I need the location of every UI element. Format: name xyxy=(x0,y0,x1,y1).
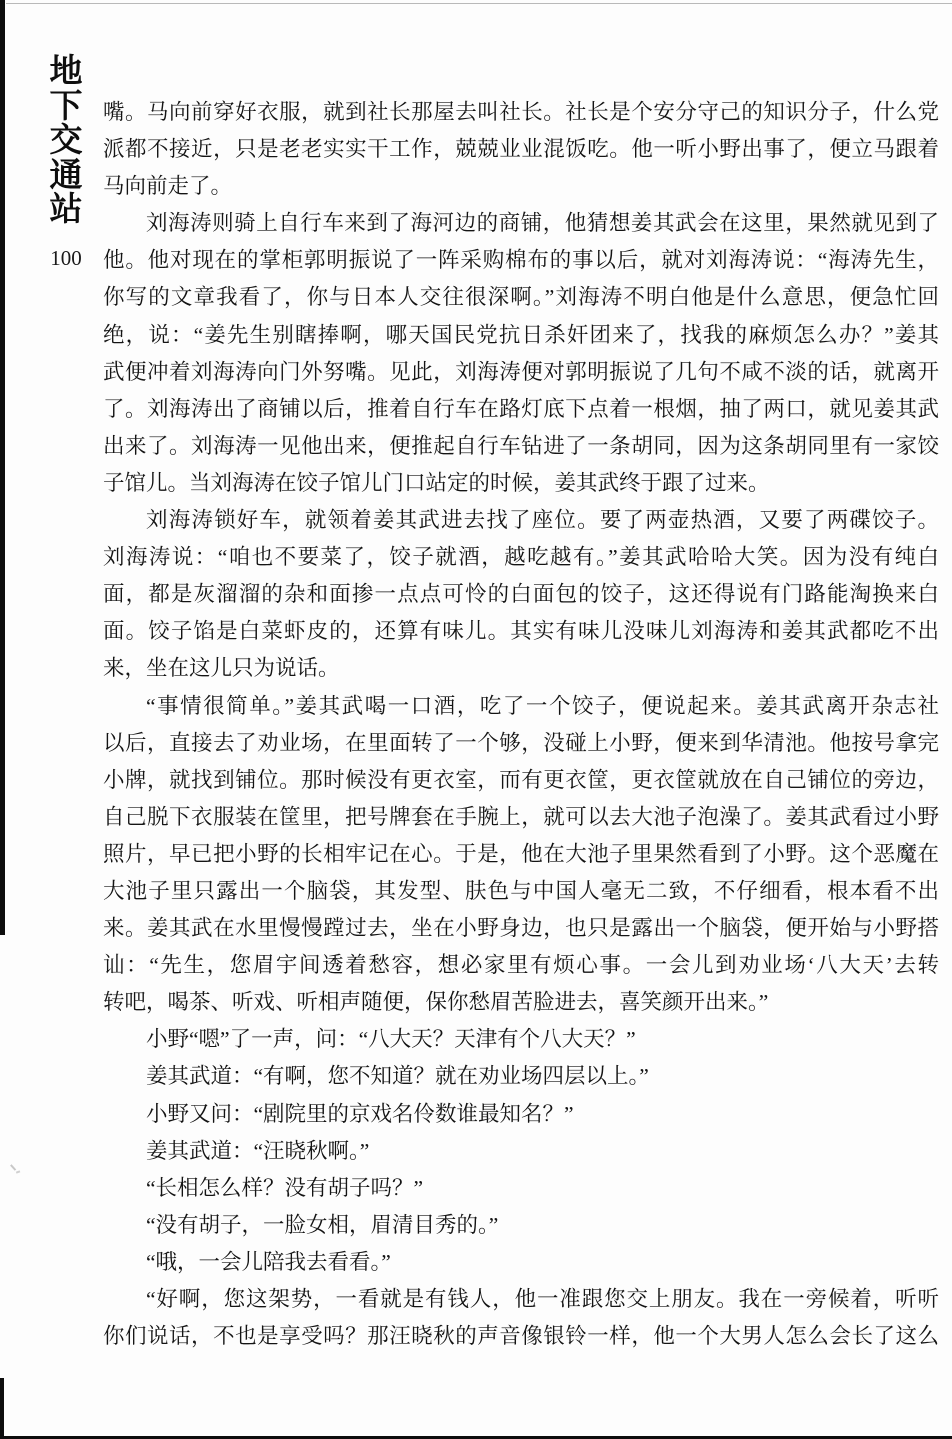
text-line: 刘海涛则骑上自行车来到了海河边的商铺，他猜想姜其武会在这里，果然就见到了 xyxy=(146,211,939,236)
text-line: 他。他对现在的掌柜郭明振说了一阵采购棉布的事以后，就对刘海涛说：“海涛先生， xyxy=(103,248,939,273)
text-line: “好啊，您这架势，一看就是有钱人，他一准跟您交上朋友。我在一旁候着，听听 xyxy=(146,1287,939,1311)
text-line: 讪：“先生，您眉宇间透着愁容，想必家里有烦心事。一会儿到劝业场‘八大天’去转 xyxy=(103,953,939,978)
paragraph xyxy=(103,1207,939,1244)
paragraph xyxy=(103,1021,939,1058)
text-line: 你们说话，不也是享受吗？那汪晓秋的声音像银铃一样，他一个大男人怎么会长了这么 xyxy=(103,1324,939,1349)
text-line: 小野又问：“剧院里的京戏名伶数谁最知名？” xyxy=(146,1101,574,1126)
paragraph xyxy=(103,1096,939,1133)
title-char: 站 xyxy=(49,192,83,229)
text-line: 刘海涛说：“咱也不要菜了，饺子就酒，越吃越有。”姜其武哈哈大笑。因为没有纯白 xyxy=(103,545,939,570)
title-char: 通 xyxy=(49,157,83,194)
text-line: 刘海涛锁好车，就领着姜其武进去找了座位。要了两壶热酒，又要了两碟饺子。 xyxy=(146,508,939,533)
text-line: 小野“嗯”了一声，问：“八大天？天津有个八大天？” xyxy=(146,1027,636,1052)
text-line: 面。饺子馅是白菜虾皮的，还算有味儿。其实有味儿没味儿刘海涛和姜其武都吃不出 xyxy=(103,619,939,644)
text-line: 照片，早已把小野的长相牢记在心。于是，他在大池子里果然看到了小野。这个恶魔在 xyxy=(103,841,939,866)
paragraph xyxy=(103,502,939,687)
text-line: 来，坐在这儿只为说话。 xyxy=(103,656,340,681)
text-line: 派都不接近，只是老老实实干工作，兢兢业业混饭吃。他一听小野出事了，便立马跟着 xyxy=(103,137,939,162)
text-line: 面，都是灰溜溜的杂和面掺一点点可怜的白面包的饺子，这还得说有门路能淘换来白 xyxy=(103,582,939,607)
scan-artifact-mark xyxy=(9,1162,21,1178)
page-top-border xyxy=(6,3,952,4)
title-char: 下 xyxy=(49,88,83,125)
text-line: 转吧，喝茶、听戏、听相声随便，保你愁眉苦脸进去，喜笑颜开出来。” xyxy=(103,990,769,1015)
paragraph xyxy=(103,1058,939,1095)
page-number: 100 xyxy=(50,246,82,270)
paragraph xyxy=(103,1170,939,1207)
page-edge-bar-lower xyxy=(0,1378,4,1439)
text-line: 绝，说：“姜先生别瞎捧啊，哪天国民党抗日杀奸团来了，找我的麻烦怎么办？”姜其 xyxy=(103,322,939,347)
text-line: “没有胡子，一脸女相，眉清目秀的。” xyxy=(146,1212,499,1237)
text-line: 自己脱下衣服装在筐里，把号牌套在手腕上，就可以去大池子泡澡了。姜其武看过小野 xyxy=(103,804,939,829)
body-text xyxy=(103,94,939,1355)
text-line: 了。刘海涛出了商铺以后，推着自行车在路灯底下点着一根烟，抽了两口，就见姜其武 xyxy=(103,396,939,421)
paragraph xyxy=(103,205,939,502)
text-line: 小牌，就找到铺位。那时候没有更衣室，而有更衣筐，更衣筐就放在自己铺位的旁边， xyxy=(103,767,939,792)
page-edge-bar xyxy=(0,0,5,935)
text-line: 出来了。刘海涛一见他出来，便推起自行车钻进了一条胡同，因为这条胡同里有一家饺 xyxy=(103,433,939,458)
text-line: 嘴。马向前穿好衣服，就到社长那屋去叫社长。社长是个安分守己的知识分子，什么党 xyxy=(103,100,939,124)
text-line: 来。姜其武在水里慢慢蹚过去，坐在小野身边，也只是露出一个脑袋，便开始与小野搭 xyxy=(103,916,939,941)
text-line: 武便冲着刘海涛向门外努嘴。见此，刘海涛便对郭明振说了几句不咸不淡的话，就离开 xyxy=(103,359,939,384)
text-line: 马向前走了。 xyxy=(103,174,233,199)
paragraph xyxy=(103,1281,939,1355)
title-char: 地 xyxy=(49,54,83,90)
text-line: 以后，直接去了劝业场，在里面转了一个够，没碰上小野，便来到华清池。他按号拿完 xyxy=(103,730,939,755)
text-line: “哦，一会儿陪我去看看。” xyxy=(146,1249,391,1274)
book-title-vertical xyxy=(42,55,90,228)
text-line: “长相怎么样？没有胡子吗？” xyxy=(146,1175,424,1200)
title-char: 交 xyxy=(49,123,83,160)
paragraph xyxy=(103,1133,939,1170)
text-line: 你写的文章我看了，你与日本人交往很深啊。”刘海涛不明白他是什么意思，便急忙回 xyxy=(103,285,939,310)
text-line: 大池子里只露出一个脑袋，其发型、肤色与中国人毫无二致，不仔细看，根本看不出 xyxy=(103,878,939,903)
paragraph xyxy=(103,94,939,205)
text-line: 姜其武道：“有啊，您不知道？就在劝业场四层以上。” xyxy=(146,1064,649,1089)
paragraph xyxy=(103,1244,939,1281)
text-line: 姜其武道：“汪晓秋啊。” xyxy=(146,1138,370,1163)
text-line: 子馆儿。当刘海涛在饺子馆儿门口站定的时候，姜其武终于跟了过来。 xyxy=(103,470,770,495)
paragraph xyxy=(103,688,939,1022)
text-line: “事情很简单。”姜其武喝一口酒，吃了一个饺子，便说起来。姜其武离开杂志社 xyxy=(146,693,939,718)
